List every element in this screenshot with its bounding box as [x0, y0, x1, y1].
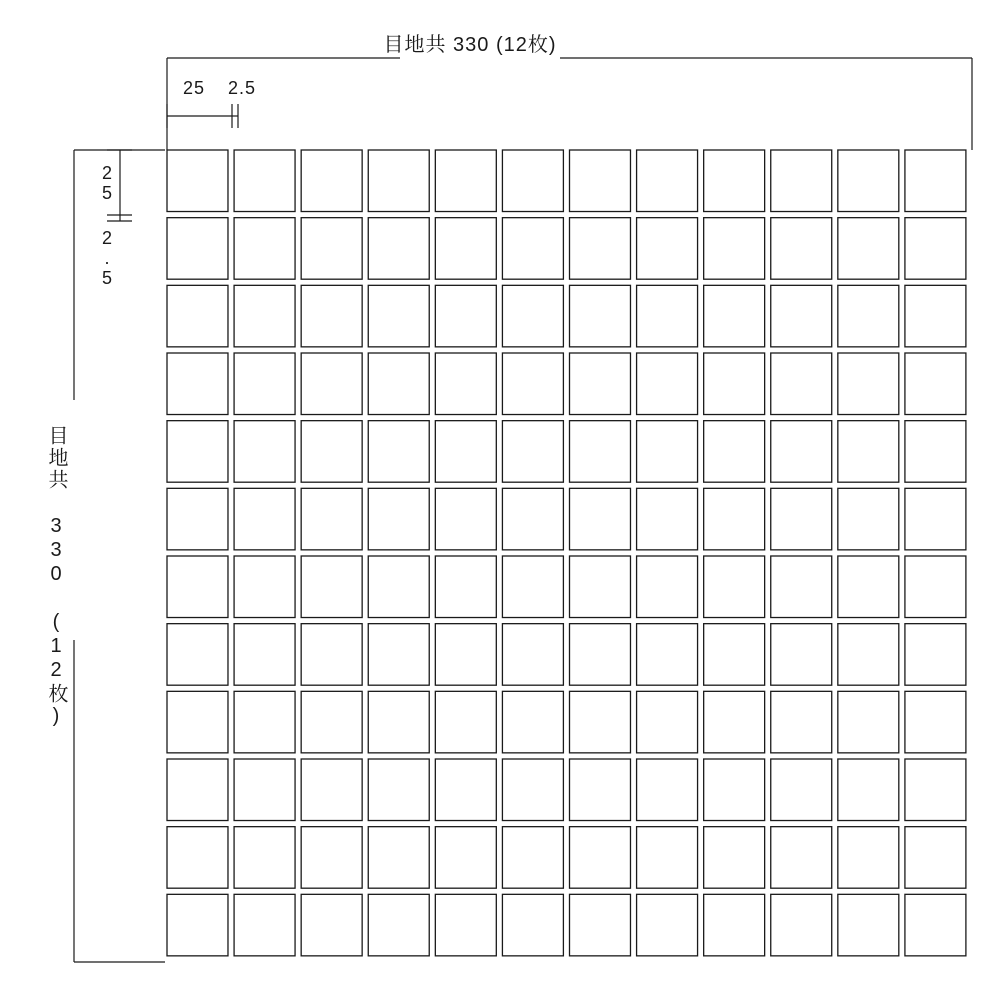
tile-cell [637, 556, 698, 618]
tile-cell [838, 759, 899, 821]
tile-cell [502, 353, 563, 415]
tile-cell [704, 827, 765, 889]
tile-cell [301, 488, 362, 550]
tile-cell [570, 827, 631, 889]
tile-cell [234, 759, 295, 821]
tile-cell [570, 285, 631, 347]
top-detail-dimension [167, 104, 238, 128]
tile-cell [704, 691, 765, 753]
tile-cell [905, 556, 966, 618]
tile-cell [838, 827, 899, 889]
tile-cell [368, 285, 429, 347]
tile-cell [905, 691, 966, 753]
tile-cell [301, 759, 362, 821]
tile-cell [435, 353, 496, 415]
tile-cell [771, 759, 832, 821]
tile-cell [234, 218, 295, 280]
tile-cell [704, 285, 765, 347]
tile-cell [435, 894, 496, 956]
tile-cell [905, 218, 966, 280]
tile-cell [771, 894, 832, 956]
tile-cell [838, 894, 899, 956]
tile-cell [234, 353, 295, 415]
tile-cell [234, 691, 295, 753]
tile-cell [838, 218, 899, 280]
tile-cell [570, 894, 631, 956]
tile-cell [570, 421, 631, 483]
tile-cell [637, 285, 698, 347]
top-joint-dimension-label: 2.5 [228, 78, 257, 98]
tile-cell [704, 759, 765, 821]
tile-cell [167, 218, 228, 280]
tile-cell [771, 488, 832, 550]
tile-cell [905, 827, 966, 889]
tile-cell [838, 691, 899, 753]
tile-cell [234, 827, 295, 889]
tile-cell [570, 691, 631, 753]
tile-cell [167, 150, 228, 212]
tile-cell [301, 353, 362, 415]
tile-cell [838, 285, 899, 347]
left-overall-dimension-label: 目地共 330 (12枚) [45, 425, 67, 729]
tile-cell [167, 691, 228, 753]
tile-cell [167, 353, 228, 415]
tile-cell [301, 556, 362, 618]
tile-cell [637, 624, 698, 686]
tile-cell [234, 150, 295, 212]
tile-cell [570, 218, 631, 280]
tile-cell [502, 827, 563, 889]
tile-cell [435, 827, 496, 889]
tile-cell [167, 624, 228, 686]
tile-cell [502, 218, 563, 280]
tile-cell [838, 421, 899, 483]
tile-grid [167, 150, 966, 956]
left-tile-dimension-label: 25 [97, 163, 117, 203]
top-overall-dimension-label: 目地共 330 (12枚) [383, 34, 557, 56]
tile-cell [368, 894, 429, 956]
tile-cell [167, 894, 228, 956]
tile-cell [368, 421, 429, 483]
tile-cell [704, 488, 765, 550]
tile-cell [905, 285, 966, 347]
tile-cell [704, 556, 765, 618]
tile-cell [502, 759, 563, 821]
tile-cell [502, 624, 563, 686]
tile-cell [905, 150, 966, 212]
tile-cell [570, 624, 631, 686]
tile-cell [368, 624, 429, 686]
tile-cell [234, 488, 295, 550]
tile-cell [301, 285, 362, 347]
tile-cell [637, 421, 698, 483]
tile-cell [704, 894, 765, 956]
tile-cell [234, 624, 295, 686]
tile-cell [637, 759, 698, 821]
tile-cell [502, 691, 563, 753]
tile-cell [301, 421, 362, 483]
tile-cell [368, 691, 429, 753]
tile-cell [637, 353, 698, 415]
tile-cell [771, 353, 832, 415]
tile-cell [167, 759, 228, 821]
tile-cell [301, 624, 362, 686]
tile-cell [771, 691, 832, 753]
tile-cell [905, 624, 966, 686]
tile-cell [905, 894, 966, 956]
tile-cell [368, 759, 429, 821]
tile-cell [771, 556, 832, 618]
tile-cell [435, 421, 496, 483]
tile-cell [368, 150, 429, 212]
tile-cell [234, 285, 295, 347]
tile-cell [905, 759, 966, 821]
tile-cell [301, 150, 362, 212]
tile-cell [435, 285, 496, 347]
left-overall-dimension [74, 150, 165, 962]
tile-cell [771, 421, 832, 483]
tile-cell [167, 556, 228, 618]
tile-cell [838, 488, 899, 550]
tile-cell [234, 421, 295, 483]
tile-cell [771, 624, 832, 686]
tile-cell [905, 421, 966, 483]
tile-cell [502, 421, 563, 483]
tile-cell [301, 827, 362, 889]
tile-cell [570, 488, 631, 550]
tile-cell [771, 827, 832, 889]
tile-cell [905, 353, 966, 415]
tile-cell [704, 624, 765, 686]
tile-cell [301, 218, 362, 280]
tile-cell [167, 285, 228, 347]
tile-cell [435, 150, 496, 212]
tile-cell [637, 894, 698, 956]
tile-cell [771, 218, 832, 280]
tile-cell [905, 488, 966, 550]
tile-cell [234, 894, 295, 956]
tile-cell [435, 218, 496, 280]
tile-cell [502, 488, 563, 550]
tile-cell [502, 150, 563, 212]
tile-cell [368, 218, 429, 280]
left-joint-dimension-label: 2.5 [97, 228, 117, 288]
tile-cell [771, 150, 832, 212]
tile-cell [570, 353, 631, 415]
tile-cell [637, 150, 698, 212]
tile-cell [435, 488, 496, 550]
tile-cell [771, 285, 832, 347]
tile-cell [838, 624, 899, 686]
tile-cell [502, 285, 563, 347]
tile-cell [704, 421, 765, 483]
tile-cell [502, 894, 563, 956]
tile-cell [704, 353, 765, 415]
tile-cell [301, 894, 362, 956]
tile-cell [435, 556, 496, 618]
tile-cell [368, 827, 429, 889]
tile-cell [368, 353, 429, 415]
tile-cell [637, 827, 698, 889]
top-tile-dimension-label: 25 [183, 78, 206, 98]
tile-cell [167, 488, 228, 550]
tile-cell [167, 421, 228, 483]
tile-cell [301, 691, 362, 753]
tile-cell [435, 691, 496, 753]
top-overall-dimension [167, 58, 972, 150]
tile-cell [570, 150, 631, 212]
tile-cell [368, 488, 429, 550]
tile-cell [637, 218, 698, 280]
tile-cell [704, 150, 765, 212]
tile-cell [838, 353, 899, 415]
tile-cell [368, 556, 429, 618]
tile-cell [838, 150, 899, 212]
tile-cell [637, 691, 698, 753]
tile-cell [234, 556, 295, 618]
tile-cell [838, 556, 899, 618]
tile-cell [637, 488, 698, 550]
tile-cell [704, 218, 765, 280]
tile-cell [435, 759, 496, 821]
tile-cell [167, 827, 228, 889]
tile-cell [502, 556, 563, 618]
tile-cell [570, 556, 631, 618]
tile-cell [435, 624, 496, 686]
tile-cell [570, 759, 631, 821]
